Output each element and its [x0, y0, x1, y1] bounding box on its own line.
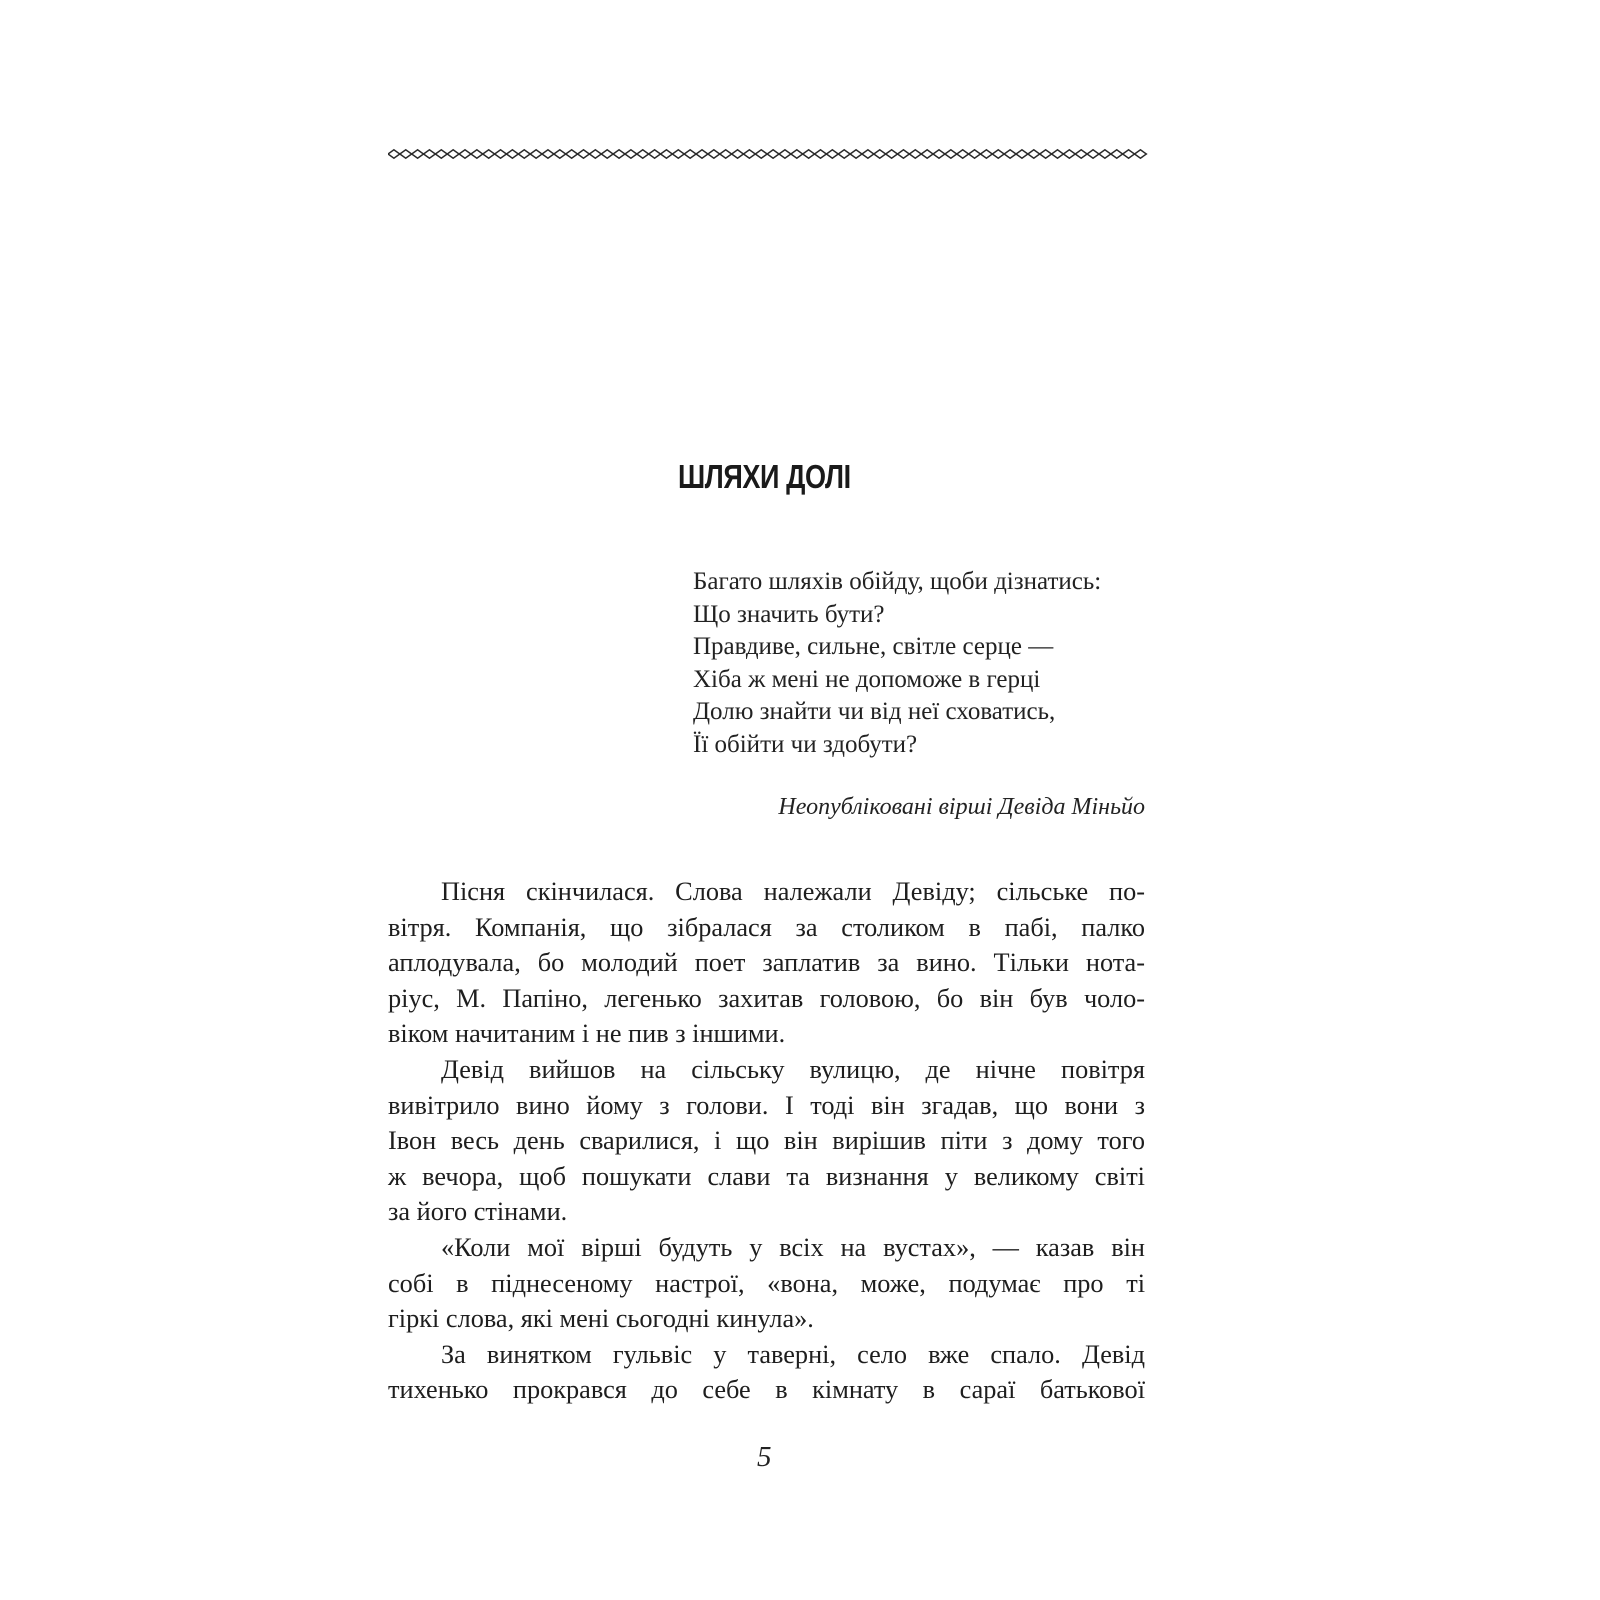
- ornament-diamond: [672, 150, 684, 158]
- text-line: Девід вийшов на сільську вулицю, де нічне повітря: [441, 1054, 1145, 1084]
- ornament-diamond: [886, 150, 898, 158]
- ornament-diamond: [803, 150, 815, 158]
- ornament-diamond: [589, 150, 601, 158]
- ornament-diamond: [1087, 150, 1099, 158]
- chapter-title: ШЛЯХИ ДОЛІ: [678, 458, 851, 495]
- text-line: собі в піднесеному настрої, «вона, може, подумає про ті: [388, 1268, 1145, 1298]
- ornament-diamond: [992, 150, 1004, 158]
- epigraph-line: Її обійти чи здобути?: [693, 730, 918, 758]
- ornament-diamond: [459, 150, 471, 158]
- ornament-diamond: [601, 150, 613, 158]
- ornament-diamond: [613, 150, 625, 158]
- ornament-diamond: [1123, 150, 1135, 158]
- ornament-diamond: [791, 150, 803, 158]
- ornament-diamond: [1004, 150, 1016, 158]
- epigraph-line: Що значить бути?: [693, 600, 885, 628]
- ornament-diamond: [850, 150, 862, 158]
- ornament-diamond: [471, 150, 483, 158]
- ornament-diamond: [957, 150, 969, 158]
- ornament-diamond: [815, 150, 827, 158]
- ornament-diamond: [1075, 150, 1087, 158]
- text-line: «Коли мої вірші будуть у всіх на вустах», — казав він: [441, 1232, 1145, 1262]
- ornament-diamond: [435, 150, 447, 158]
- ornament-diamond: [483, 150, 495, 158]
- ornament-diamond: [637, 150, 649, 158]
- ornament-diamond: [732, 150, 744, 158]
- ornament-diamond: [1099, 150, 1111, 158]
- ornament-diamond: [1040, 150, 1052, 158]
- ornament-diamond: [969, 150, 981, 158]
- diamond-chain-ornament-icon: [388, 145, 1148, 163]
- ornament-diamond: [542, 150, 554, 158]
- ornament-diamond: [874, 150, 886, 158]
- ornament-diamond: [649, 150, 661, 158]
- epigraph-attribution: Неопубліковані вірші Девіда Міньйо: [778, 794, 1145, 820]
- epigraph: [693, 566, 1101, 761]
- ornament-diamond: [1052, 150, 1064, 158]
- text-line: тихенько прокрався до себе в кімнату в сараї батькової: [388, 1375, 1145, 1405]
- ornament-diamond: [578, 150, 590, 158]
- ornament-diamond: [744, 150, 756, 158]
- text-line: вітря. Компанія, що зібралася за столиком в пабі, палко: [388, 912, 1145, 942]
- ornament-diamond: [838, 150, 850, 158]
- ornament-diamond: [826, 150, 838, 158]
- ornament-diamond: [424, 150, 436, 158]
- text-line: Пісня скінчилася. Слова належали Девіду; сільське по-: [441, 877, 1145, 906]
- ornament-diamond: [625, 150, 637, 158]
- ornament-diamond: [447, 150, 459, 158]
- ornament-diamond: [684, 150, 696, 158]
- body-text: [388, 874, 1145, 1408]
- ornament-diamond: [933, 150, 945, 158]
- text-line: віком начитаним і не пив з іншими.: [388, 1019, 786, 1049]
- page-number: 5: [757, 1441, 772, 1473]
- epigraph-line: Багато шляхів обійду, щоби дізнатись:: [693, 568, 1102, 595]
- ornament-diamond: [981, 150, 993, 158]
- epigraph-line: Правдиве, сильне, світле серце —: [693, 633, 1054, 660]
- ornament-diamond: [1016, 150, 1028, 158]
- text-line: За винятком гульвіс у таверні, село вже спало. Девід: [441, 1339, 1145, 1369]
- ornament-diamond: [779, 150, 791, 158]
- text-line: гіркі слова, які мені сьогодні кинула».: [388, 1304, 814, 1334]
- ornament-diamond: [720, 150, 732, 158]
- ornament-diamond: [1063, 150, 1075, 158]
- ornament-diamond: [909, 150, 921, 158]
- ornament-diamond: [1028, 150, 1040, 158]
- ornament-diamond: [530, 150, 542, 158]
- text-line: ж вечора, щоб пошукати слави та визнання у великому світі: [388, 1161, 1145, 1191]
- ornament-diamond: [862, 150, 874, 158]
- text-line: за його стінами.: [388, 1197, 568, 1227]
- ornament-diamond: [554, 150, 566, 158]
- ornament-diamond: [898, 150, 910, 158]
- ornament-diamond: [661, 150, 673, 158]
- ornament-diamond: [708, 150, 720, 158]
- ornament-diamond: [696, 150, 708, 158]
- text-line: вивітрило вино йому з голови. І тоді він згадав, що вони з: [388, 1090, 1145, 1120]
- ornament-diamond: [755, 150, 767, 158]
- ornament-diamond: [495, 150, 507, 158]
- ornament-diamond: [921, 150, 933, 158]
- ornament-diamond: [566, 150, 578, 158]
- ornament-diamond: [767, 150, 779, 158]
- ornament-diamond: [400, 150, 412, 158]
- ornament-diamond: [945, 150, 957, 158]
- ornament-diamond: [412, 150, 424, 158]
- ornament-diamond: [507, 150, 519, 158]
- epigraph-line: Хіба ж мені не допоможе в герці: [693, 665, 1041, 693]
- text-line: ріус, М. Папіно, легенько захитав головою, бо він був чоло-: [388, 983, 1145, 1013]
- ornament-diamond: [388, 150, 400, 158]
- ornament-diamond: [1135, 150, 1147, 158]
- text-line: Івон весь день сварилися, і що він вирішив піти з дому того: [388, 1126, 1145, 1156]
- text-line: аплодувала, бо молодий поет заплатив за вино. Тільки нота-: [388, 948, 1145, 978]
- epigraph-line: Долю знайти чи від неї сховатись,: [693, 698, 1056, 725]
- ornament-diamond: [1111, 150, 1123, 158]
- ornament-diamond: [518, 150, 530, 158]
